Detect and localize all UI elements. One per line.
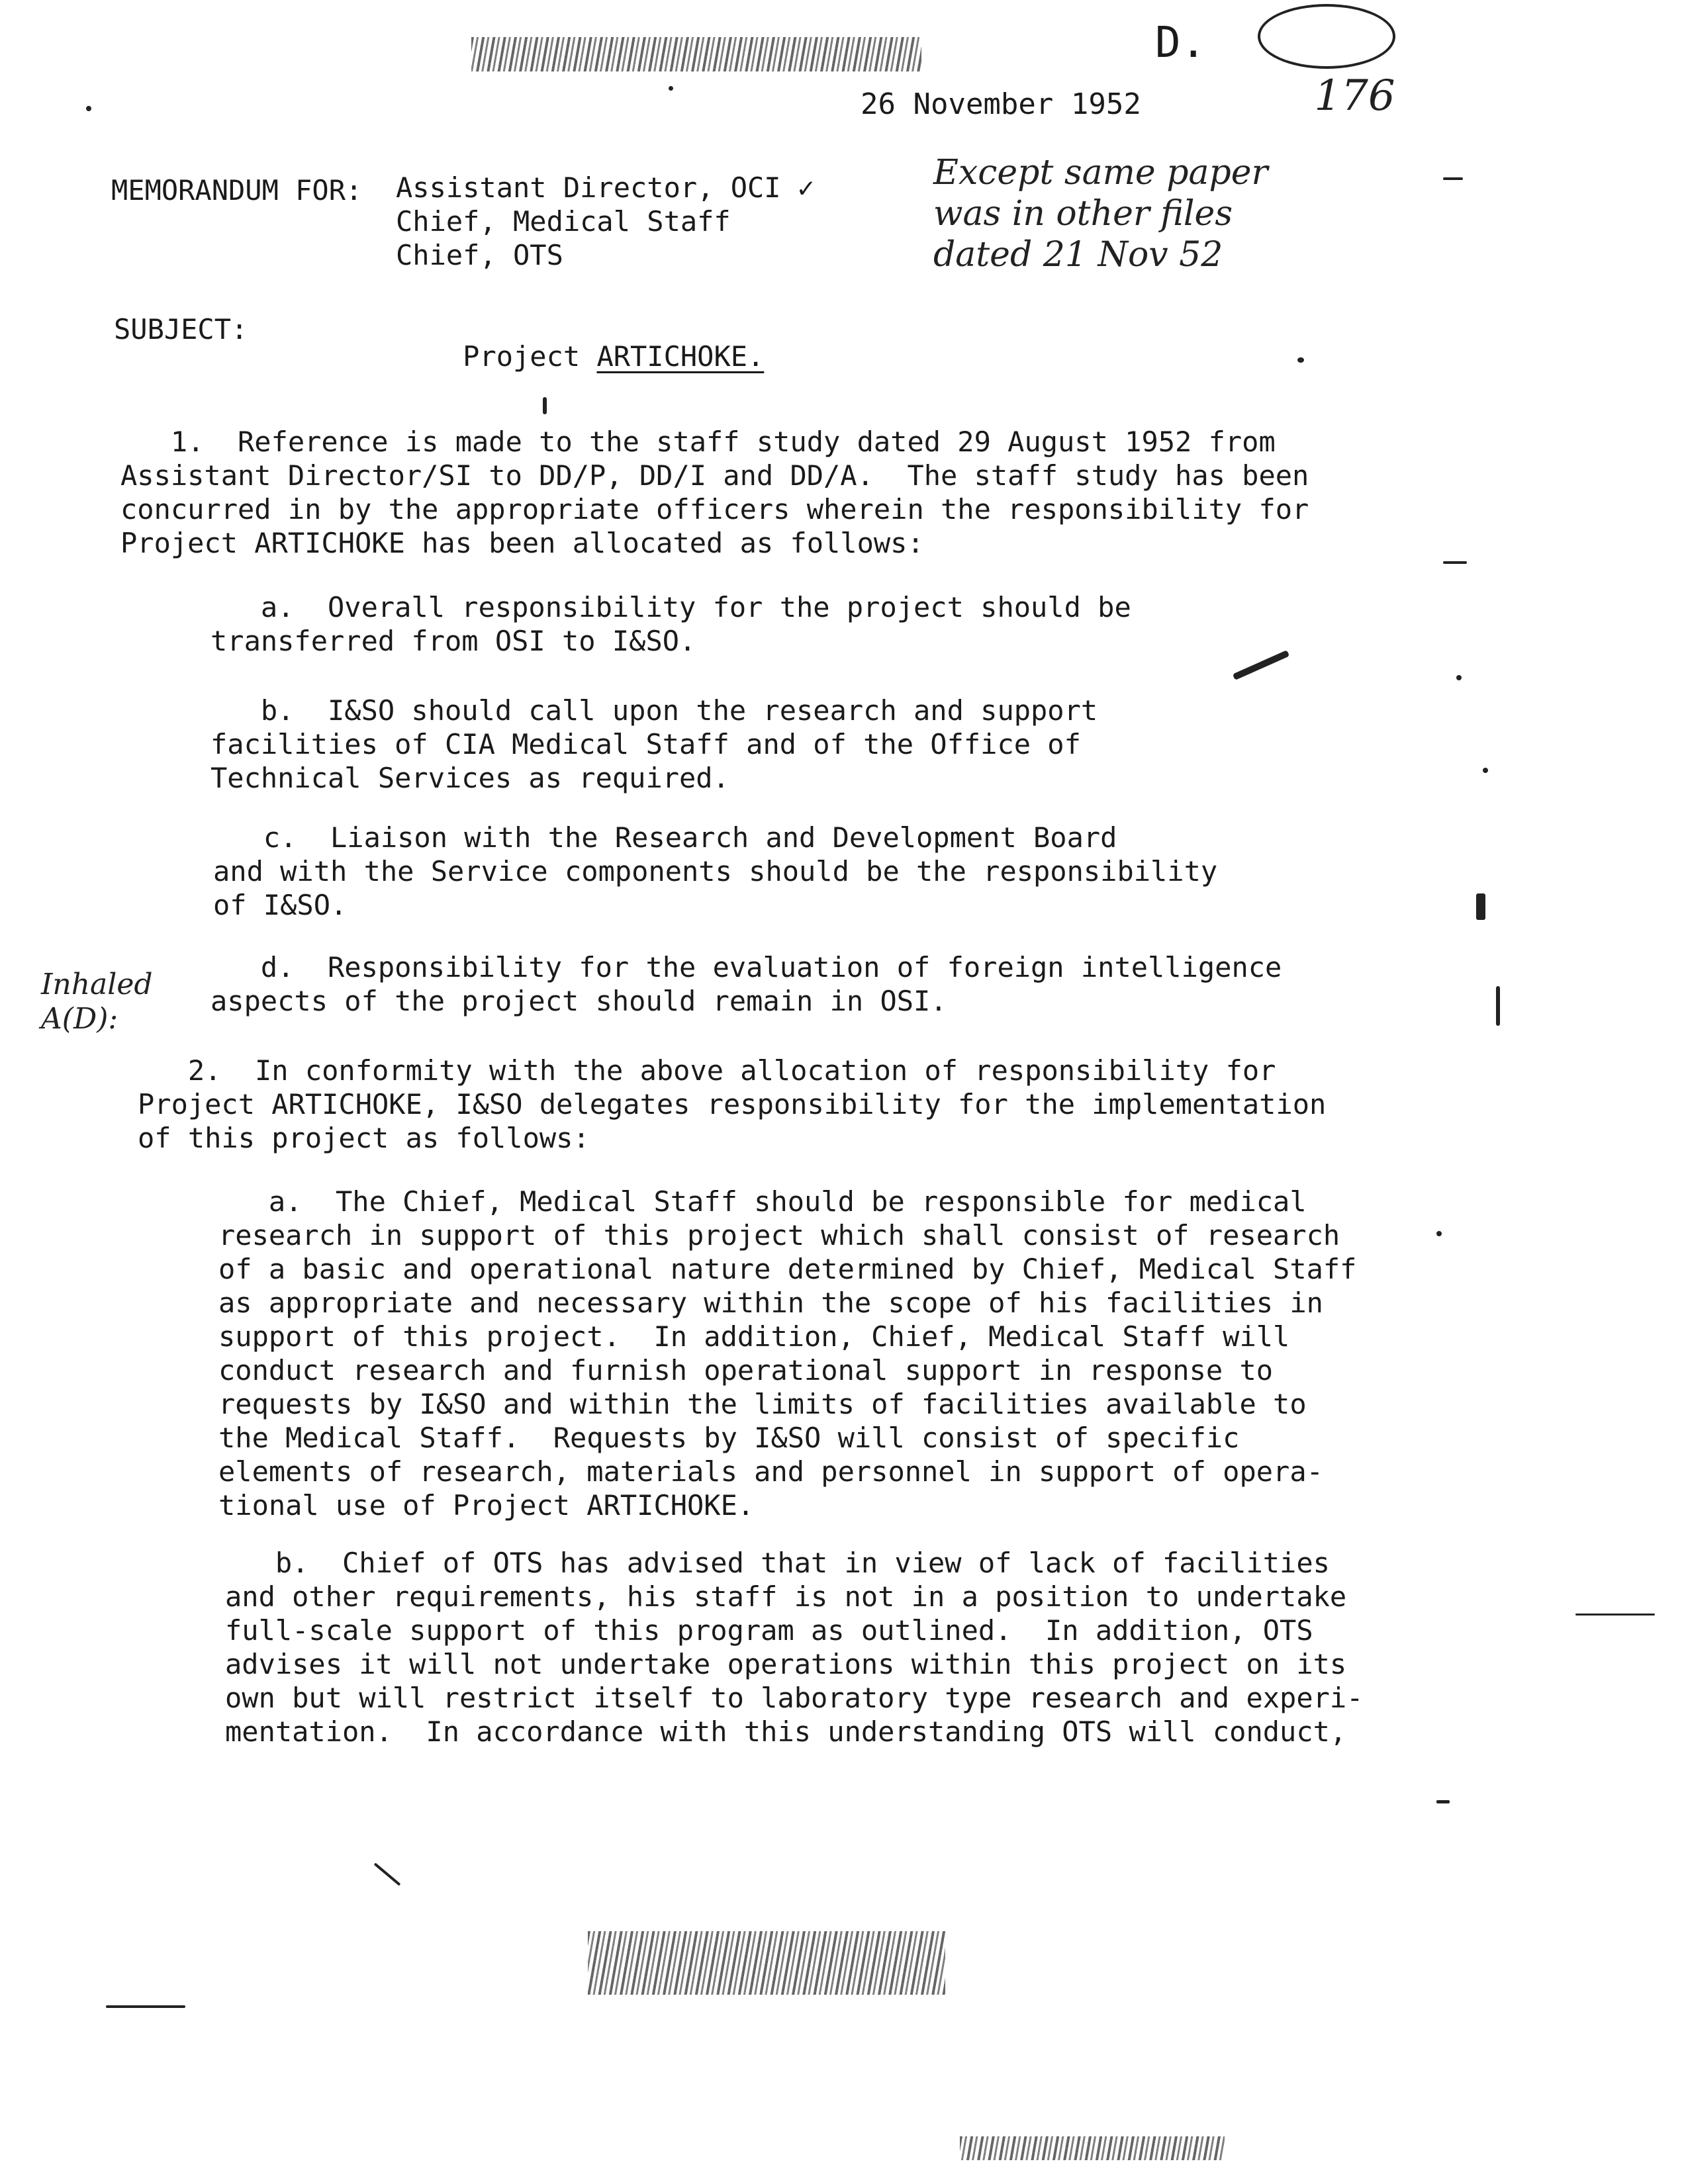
text-line: Assistant Director/SI to DD/P, DD/I and DD/A. The staff study has been <box>120 459 1309 492</box>
text-line: elements of research, materials and personnel in support of opera- <box>218 1455 1323 1488</box>
addressee-list <box>396 171 899 272</box>
text-line: Project ARTICHOKE, I&SO delegates responsibility for the implementation <box>138 1088 1327 1120</box>
paragraph-1b <box>210 694 1402 795</box>
handwritten-note-line: Except same paper <box>933 153 1268 193</box>
page-number-circled <box>1258 4 1395 120</box>
bottom-redaction-stamp <box>588 1931 945 1995</box>
text-line: own but will restrict itself to laboratory type research and experi- <box>225 1682 1364 1714</box>
scan-speck <box>1436 1800 1450 1803</box>
text-line: of I&SO. <box>213 889 348 921</box>
scan-speck <box>1476 893 1485 920</box>
text-line: b. I&SO should call upon the research and support <box>210 694 1098 727</box>
memo-date: 26 November 1952 <box>861 87 1141 121</box>
subject-prefix: Project <box>463 340 597 373</box>
scan-speck <box>543 397 547 414</box>
subject-line <box>396 306 764 407</box>
text-line: Project ARTICHOKE has been allocated as follows: <box>120 527 924 559</box>
text-line: transferred from OSI to I&SO. <box>210 625 696 657</box>
paragraph-2a <box>218 1185 1575 1522</box>
scan-speck <box>1436 1231 1442 1236</box>
text-line: c. Liaison with the Research and Development Board <box>213 821 1117 854</box>
scan-speck <box>1443 561 1467 564</box>
scan-speck <box>106 2005 185 2008</box>
subject-label: SUBJECT: <box>114 313 248 345</box>
text-line: support of this project. In addition, Chief, Medical Staff will <box>218 1320 1290 1353</box>
handwritten-note-line: was in other files <box>933 194 1233 234</box>
footer-redaction-stamp <box>960 2136 1225 2160</box>
subject-project-name: ARTICHOKE. <box>596 340 765 373</box>
text-line: the Medical Staff. Requests by I&SO will consist of specific <box>218 1422 1240 1454</box>
scan-speck <box>1443 177 1463 180</box>
text-line: aspects of the project should remain in OSI. <box>210 985 947 1017</box>
text-line: concurred in by the appropriate officers wherein the responsibility for <box>120 493 1309 525</box>
text-line: d. Responsibility for the evaluation of foreign intelligence <box>210 951 1282 983</box>
scan-speck <box>1483 768 1488 773</box>
text-line: tional use of Project ARTICHOKE. <box>218 1489 755 1522</box>
addressee: Assistant Director, OCI ✓ <box>396 171 815 204</box>
paragraph-1d <box>210 950 1468 1018</box>
text-line: research in support of this project which shall consist of research <box>218 1219 1340 1251</box>
margin-handwriting <box>41 968 187 1036</box>
addressee: Chief, OTS <box>396 239 563 271</box>
text-line: requests by I&SO and within the limits of facilities available to <box>218 1388 1307 1420</box>
text-line: a. The Chief, Medical Staff should be responsible for medical <box>218 1185 1307 1218</box>
scan-speck <box>86 106 91 111</box>
paragraph-2b <box>225 1546 1582 1749</box>
text-line: mentation. In accordance with this understanding OTS will conduct, <box>225 1715 1347 1748</box>
scan-speck <box>1297 357 1304 363</box>
text-line: conduct research and furnish operational support in response to <box>218 1354 1274 1387</box>
text-line: full-scale support of this program as outlined. In addition, OTS <box>225 1614 1313 1647</box>
memorandum-for-label: MEMORANDUM FOR: <box>111 174 363 206</box>
scan-speck <box>669 86 673 91</box>
scan-speck <box>1456 675 1462 680</box>
text-line: and other requirements, his staff is not in a position to undertake <box>225 1580 1347 1613</box>
text-line: as appropriate and necessary within the scope of his facilities in <box>218 1287 1323 1319</box>
text-line: Technical Services as required. <box>210 762 729 794</box>
paragraph-1 <box>120 425 1477 560</box>
paragraph-1a <box>210 590 1402 658</box>
text-line: 2. In conformity with the above allocation of responsibility for <box>138 1054 1276 1087</box>
scan-speck <box>1575 1614 1655 1615</box>
text-line: facilities of CIA Medical Staff and of the Office of <box>210 728 1081 760</box>
page-number: 176 <box>1314 71 1395 120</box>
text-line: b. Chief of OTS has advised that in view of lack of facilities <box>225 1547 1330 1579</box>
top-mark-d: D. <box>1155 19 1207 68</box>
text-line: a. Overall responsibility for the project should be <box>210 591 1131 623</box>
text-line: of this project as follows: <box>138 1122 590 1154</box>
margin-handwriting-line: A(D): <box>41 1002 118 1036</box>
paragraph-1c <box>213 821 1471 922</box>
handwritten-note <box>933 152 1436 275</box>
text-line: 1. Reference is made to the staff study dated 29 August 1952 from <box>120 426 1276 458</box>
top-redaction-stamp <box>471 37 921 71</box>
addressee: Chief, Medical Staff <box>396 205 731 238</box>
paragraph-2 <box>138 1054 1488 1155</box>
scan-speck <box>374 1862 401 1886</box>
scan-speck <box>1496 986 1500 1026</box>
text-line: of a basic and operational nature determined by Chief, Medical Staff <box>218 1253 1357 1285</box>
handwritten-note-line: dated 21 Nov 52 <box>933 235 1223 275</box>
margin-handwriting-line: Inhaled <box>41 968 153 1001</box>
text-line: advises it will not undertake operations within this project on its <box>225 1648 1347 1680</box>
text-line: and with the Service components should be the responsibility <box>213 855 1218 887</box>
